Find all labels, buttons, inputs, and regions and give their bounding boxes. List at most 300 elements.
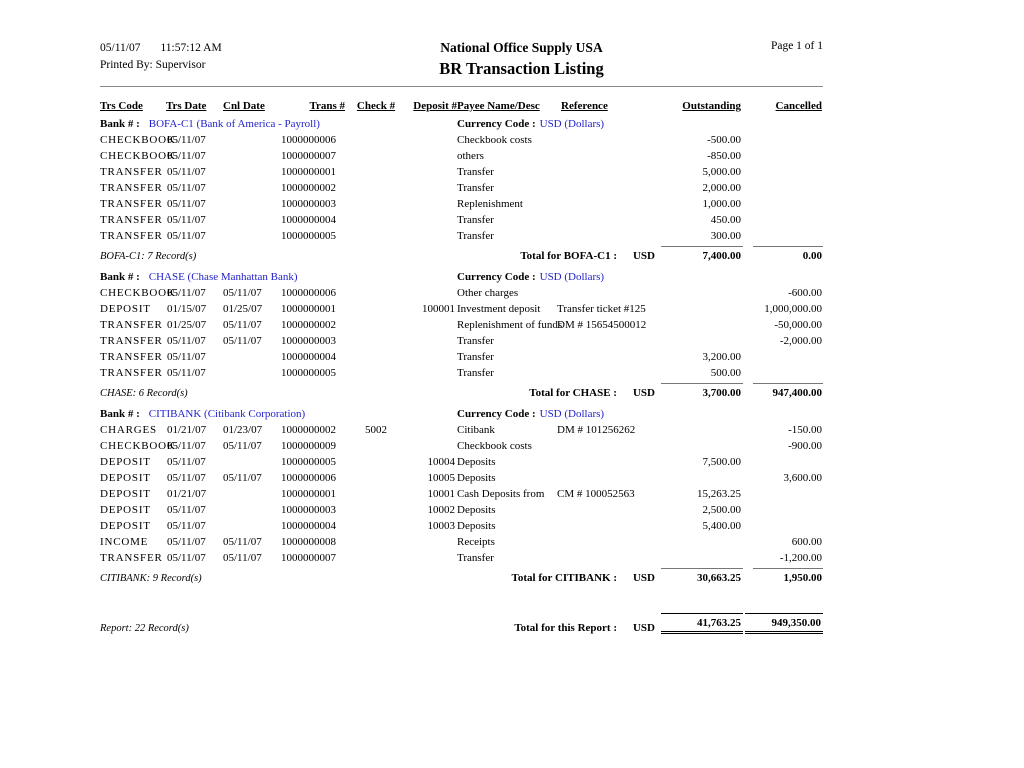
- report-outstanding-value: 41,763.25: [661, 613, 743, 634]
- cnl-date-cell: 05/11/07: [223, 536, 262, 548]
- check-number-cell: [345, 130, 407, 146]
- trs-code-cell: DEPOSIT: [100, 520, 151, 532]
- outstanding-cell: 2,000.00: [702, 182, 741, 194]
- trs-code-cell: CHARGES: [100, 424, 157, 436]
- cnl-date-cell: [223, 452, 279, 468]
- reference-cell: [557, 130, 659, 146]
- payee-cell: others: [457, 150, 484, 162]
- col-header-payee: Payee Name/Desc: [457, 100, 540, 112]
- check-number-cell: [345, 532, 407, 548]
- transaction-row: [100, 178, 823, 194]
- cancelled-cell: [743, 178, 823, 194]
- transaction-row: [100, 532, 823, 548]
- check-number-cell: [345, 468, 407, 484]
- deposit-number-cell: 10003: [427, 520, 455, 532]
- trs-date-cell: 05/11/07: [167, 214, 206, 226]
- reference-cell: [557, 468, 659, 484]
- bank-number-label: Bank # :: [100, 408, 140, 420]
- group-total-cancelled: [743, 564, 823, 587]
- bank-group-header: [100, 265, 823, 283]
- deposit-number-cell: [407, 226, 457, 242]
- cancelled-cell: -600.00: [788, 287, 822, 299]
- col-header-trs-code: Trs Code: [100, 100, 143, 112]
- outstanding-cell: 300.00: [710, 230, 741, 242]
- cnl-date-cell: [223, 146, 279, 162]
- check-number-cell: [345, 178, 407, 194]
- trs-date-cell: 05/11/07: [167, 440, 206, 452]
- outstanding-cell: 450.00: [710, 214, 741, 226]
- bank-name: CITIBANK (Citibank Corporation): [148, 408, 306, 420]
- payee-cell: Transfer: [457, 351, 494, 363]
- cancelled-cell: 1,000,000.00: [764, 303, 822, 315]
- bank-header-cell: [100, 265, 457, 283]
- cancelled-cell: -900.00: [788, 440, 822, 452]
- trs-date-cell: 05/11/07: [167, 150, 206, 162]
- col-header-trans-number: Trans #: [309, 100, 345, 112]
- outstanding-cell: 7,500.00: [702, 456, 741, 468]
- trs-date-cell: 05/11/07: [167, 552, 206, 564]
- cnl-date-cell: [223, 178, 279, 194]
- outstanding-cell: [659, 436, 743, 452]
- cnl-date-cell: 01/23/07: [223, 424, 263, 436]
- outstanding-cell: [659, 315, 743, 331]
- trs-code-cell: DEPOSIT: [100, 504, 151, 516]
- report-title: BR Transaction Listing: [439, 59, 604, 78]
- currency-header-cell: [457, 265, 659, 283]
- reference-cell: [557, 226, 659, 242]
- total-label-text: Total for CITIBANK :: [511, 572, 617, 584]
- transaction-row: [100, 420, 823, 436]
- trs-date-cell: 01/15/07: [167, 303, 207, 315]
- cnl-date-cell: 05/11/07: [223, 552, 262, 564]
- transaction-row: [100, 548, 823, 564]
- payee-cell: Transfer: [457, 367, 494, 379]
- trs-code-cell: TRANSFER: [100, 198, 163, 210]
- col-header-cancelled: Cancelled: [775, 100, 822, 112]
- transaction-row: [100, 363, 823, 379]
- check-number-cell: [345, 548, 407, 564]
- payee-cell: Other charges: [457, 287, 519, 299]
- cnl-date-cell: [223, 363, 279, 379]
- trs-code-cell: DEPOSIT: [100, 303, 151, 315]
- trs-date-cell: 05/11/07: [167, 182, 206, 194]
- trans-number-cell: 1000000001: [281, 166, 336, 178]
- cancelled-cell: [743, 146, 823, 162]
- page-number: Page 1 of 1: [770, 40, 823, 52]
- trans-number-cell: 1000000006: [281, 472, 336, 484]
- trans-number-cell: 1000000002: [281, 182, 336, 194]
- group-total-label: [345, 564, 659, 587]
- reference-cell: [557, 516, 659, 532]
- total-currency: USD: [632, 387, 655, 399]
- cnl-date-cell: 05/11/07: [223, 472, 262, 484]
- trs-date-cell: 05/11/07: [167, 520, 206, 532]
- group-record-count: CHASE: 6 Record(s): [100, 388, 188, 399]
- total-currency: USD: [632, 572, 655, 584]
- report-total-outstanding: [659, 609, 743, 637]
- reference-cell: DM # 101256262: [557, 424, 636, 436]
- cancelled-cell: [743, 130, 823, 146]
- cancelled-cell: [743, 516, 823, 532]
- total-currency: USD: [632, 250, 655, 262]
- payee-cell: Replenishment: [457, 198, 523, 210]
- outstanding-cell: [659, 548, 743, 564]
- check-number-cell: [345, 146, 407, 162]
- deposit-number-cell: [407, 178, 457, 194]
- reference-cell: [557, 210, 659, 226]
- cancelled-cell: -50,000.00: [774, 319, 822, 331]
- col-header-trs-date: Trs Date: [166, 100, 207, 112]
- cnl-date-cell: 05/11/07: [223, 287, 262, 299]
- currency-header-cell: [457, 402, 659, 420]
- trans-number-cell: 1000000004: [281, 351, 336, 363]
- printed-by: Printed By: Supervisor: [100, 59, 206, 71]
- cnl-date-cell: 01/25/07: [223, 303, 263, 315]
- deposit-number-cell: 10005: [427, 472, 455, 484]
- check-number-cell: [345, 299, 407, 315]
- trs-code-cell: TRANSFER: [100, 230, 163, 242]
- cancelled-cell: [743, 226, 823, 242]
- payee-cell: Checkbook costs: [457, 440, 532, 452]
- cnl-date-cell: 05/11/07: [223, 440, 262, 452]
- cancelled-cell: [743, 500, 823, 516]
- bank-header-cell: [100, 402, 457, 420]
- payee-cell: Transfer: [457, 182, 494, 194]
- trs-code-cell: TRANSFER: [100, 182, 163, 194]
- payee-cell: Investment deposit: [457, 303, 541, 315]
- total-label-text: Total for CHASE :: [529, 387, 617, 399]
- payee-cell: Transfer: [457, 552, 494, 564]
- transaction-row: [100, 468, 823, 484]
- report-total-label-text: Total for this Report :: [514, 622, 617, 634]
- trs-date-cell: 05/11/07: [167, 166, 206, 178]
- reference-cell: [557, 347, 659, 363]
- cancelled-cell: [743, 484, 823, 500]
- total-cancelled-value: 1,950.00: [753, 568, 823, 584]
- trs-code-cell: INCOME: [100, 536, 149, 548]
- reference-cell: [557, 146, 659, 162]
- transaction-row: [100, 436, 823, 452]
- deposit-number-cell: [407, 420, 457, 436]
- cancelled-cell: [743, 194, 823, 210]
- bank-number-label: Bank # :: [100, 118, 140, 130]
- trs-date-cell: 05/11/07: [167, 504, 206, 516]
- payee-cell: Deposits: [457, 520, 496, 532]
- trs-date-cell: 01/21/07: [167, 424, 207, 436]
- cancelled-cell: -1,200.00: [779, 552, 822, 564]
- payee-cell: Deposits: [457, 456, 496, 468]
- col-header-cnl-date: Cnl Date: [223, 100, 265, 112]
- deposit-number-cell: [407, 331, 457, 347]
- bank-name: BOFA-C1 (Bank of America - Payroll): [148, 118, 320, 130]
- trans-number-cell: 1000000007: [281, 150, 336, 162]
- check-number-cell: [345, 484, 407, 500]
- payee-cell: Replenishment of funds: [457, 319, 563, 331]
- deposit-number-cell: [407, 532, 457, 548]
- reference-cell: [557, 331, 659, 347]
- report-total-row: [100, 609, 823, 637]
- deposit-number-cell: [407, 194, 457, 210]
- report-table-body: [100, 112, 823, 637]
- trans-number-cell: 1000000007: [281, 552, 336, 564]
- reference-cell: [557, 436, 659, 452]
- check-number-cell: 5002: [365, 424, 387, 436]
- check-number-cell: [345, 210, 407, 226]
- currency-value: USD (Dollars): [539, 408, 605, 420]
- cancelled-cell: 3,600.00: [783, 472, 822, 484]
- trs-code-cell: DEPOSIT: [100, 472, 151, 484]
- check-number-cell: [345, 283, 407, 299]
- outstanding-cell: -850.00: [707, 150, 741, 162]
- deposit-number-cell: [407, 130, 457, 146]
- col-header-deposit-number: Deposit #: [413, 100, 457, 112]
- cancelled-cell: 600.00: [791, 536, 822, 548]
- check-number-cell: [345, 226, 407, 242]
- currency-code-label: Currency Code :: [457, 118, 536, 130]
- print-time: 11:57:12 AM: [160, 42, 222, 54]
- payee-cell: Transfer: [457, 214, 494, 226]
- trans-number-cell: 1000000002: [281, 319, 336, 331]
- trans-number-cell: 1000000009: [281, 440, 336, 452]
- payee-cell: Checkbook costs: [457, 134, 532, 146]
- report-header: [100, 40, 823, 79]
- cancelled-cell: [743, 210, 823, 226]
- trans-number-cell: 1000000001: [281, 303, 336, 315]
- currency-code-label: Currency Code :: [457, 271, 536, 283]
- trs-date-cell: 05/11/07: [167, 230, 206, 242]
- trs-code-cell: TRANSFER: [100, 335, 163, 347]
- deposit-number-cell: [407, 436, 457, 452]
- check-number-cell: [345, 315, 407, 331]
- cnl-date-cell: [223, 500, 279, 516]
- check-number-cell: [345, 194, 407, 210]
- payee-cell: Transfer: [457, 335, 494, 347]
- group-total-outstanding: [659, 379, 743, 402]
- total-cancelled-value: 947,400.00: [753, 383, 823, 399]
- outstanding-cell: 3,200.00: [702, 351, 741, 363]
- transaction-table: [100, 96, 823, 637]
- deposit-number-cell: 10002: [427, 504, 455, 516]
- trs-code-cell: CHECKBOOK: [100, 287, 176, 299]
- group-total-outstanding: [659, 242, 743, 265]
- column-header-row: [100, 96, 823, 112]
- group-record-count: CITIBANK: 9 Record(s): [100, 573, 202, 584]
- trs-date-cell: 01/21/07: [167, 488, 207, 500]
- group-record-count: BOFA-C1: 7 Record(s): [100, 251, 197, 262]
- header-left: [100, 40, 350, 74]
- group-total-outstanding: [659, 564, 743, 587]
- check-number-cell: [345, 436, 407, 452]
- currency-header-cell: [457, 112, 659, 130]
- outstanding-cell: 2,500.00: [702, 504, 741, 516]
- outstanding-cell: [659, 532, 743, 548]
- reference-cell: [557, 162, 659, 178]
- trs-date-cell: 05/11/07: [167, 472, 206, 484]
- trans-number-cell: 1000000003: [281, 335, 336, 347]
- trs-date-cell: 05/11/07: [167, 198, 206, 210]
- payee-cell: Deposits: [457, 504, 496, 516]
- transaction-row: [100, 315, 823, 331]
- currency-value: USD (Dollars): [539, 271, 605, 283]
- trs-code-cell: CHECKBOOK: [100, 150, 176, 162]
- cnl-date-cell: 05/11/07: [223, 335, 262, 347]
- transaction-row: [100, 226, 823, 242]
- deposit-number-cell: [407, 315, 457, 331]
- report-cancelled-value: 949,350.00: [745, 613, 823, 634]
- cnl-date-cell: [223, 516, 279, 532]
- deposit-number-cell: 10001: [427, 488, 455, 500]
- outstanding-cell: 5,400.00: [702, 520, 741, 532]
- trans-number-cell: 1000000001: [281, 488, 336, 500]
- outstanding-cell: 500.00: [710, 367, 741, 379]
- report-total-currency: USD: [632, 622, 655, 634]
- bank-header-cell: [100, 112, 457, 130]
- trans-number-cell: 1000000006: [281, 287, 336, 299]
- check-number-cell: [345, 500, 407, 516]
- payee-cell: Transfer: [457, 230, 494, 242]
- payee-cell: Receipts: [457, 536, 495, 548]
- transaction-row: [100, 162, 823, 178]
- cnl-date-cell: [223, 347, 279, 363]
- report-page: [100, 40, 823, 637]
- print-date: 05/11/07: [100, 42, 141, 54]
- cnl-date-cell: [223, 226, 279, 242]
- header-rule: [100, 86, 823, 87]
- group-total-label: [345, 379, 659, 402]
- trs-code-cell: DEPOSIT: [100, 488, 151, 500]
- trans-number-cell: 1000000006: [281, 134, 336, 146]
- cnl-date-cell: [223, 484, 279, 500]
- trans-number-cell: 1000000005: [281, 456, 336, 468]
- bank-group-header: [100, 112, 823, 130]
- group-total-label: [345, 242, 659, 265]
- reference-cell: [557, 452, 659, 468]
- spacer-row: [100, 587, 823, 609]
- trans-number-cell: 1000000005: [281, 367, 336, 379]
- trs-code-cell: CHECKBOOK: [100, 134, 176, 146]
- payee-cell: Cash Deposits from: [457, 488, 545, 500]
- group-total-row: [100, 564, 823, 587]
- trans-number-cell: 1000000003: [281, 504, 336, 516]
- check-number-cell: [345, 452, 407, 468]
- total-outstanding-value: 3,700.00: [661, 383, 743, 399]
- col-header-outstanding: Outstanding: [682, 100, 741, 112]
- outstanding-cell: [659, 420, 743, 436]
- check-number-cell: [345, 162, 407, 178]
- reference-cell: [557, 500, 659, 516]
- outstanding-cell: 15,263.25: [697, 488, 741, 500]
- print-datetime: [100, 40, 350, 57]
- report-total-cancelled: [743, 609, 823, 637]
- cnl-date-cell: [223, 130, 279, 146]
- cnl-date-cell: 05/11/07: [223, 319, 262, 331]
- reference-cell: CM # 100052563: [557, 488, 635, 500]
- outstanding-cell: -500.00: [707, 134, 741, 146]
- report-total-label: [345, 609, 659, 637]
- outstanding-cell: [659, 331, 743, 347]
- trans-number-cell: 1000000005: [281, 230, 336, 242]
- cancelled-cell: -2,000.00: [779, 335, 822, 347]
- check-number-cell: [345, 331, 407, 347]
- deposit-number-cell: [407, 210, 457, 226]
- transaction-row: [100, 299, 823, 315]
- cnl-date-cell: [223, 194, 279, 210]
- payee-cell: Citibank: [457, 424, 495, 436]
- group-total-cancelled: [743, 379, 823, 402]
- reference-cell: [557, 363, 659, 379]
- transaction-row: [100, 283, 823, 299]
- cancelled-cell: [743, 452, 823, 468]
- col-header-check-number: Check #: [356, 100, 396, 112]
- group-total-row: [100, 379, 823, 402]
- cnl-date-cell: [223, 210, 279, 226]
- cancelled-cell: [743, 162, 823, 178]
- transaction-row: [100, 210, 823, 226]
- transaction-row: [100, 146, 823, 162]
- cancelled-cell: -150.00: [788, 424, 822, 436]
- outstanding-cell: [659, 468, 743, 484]
- trans-number-cell: 1000000003: [281, 198, 336, 210]
- trs-date-cell: 05/11/07: [167, 287, 206, 299]
- bank-group-header: [100, 402, 823, 420]
- trs-date-cell: 05/11/07: [167, 134, 206, 146]
- header-center: [350, 40, 693, 79]
- trs-code-cell: CHECKBOOK: [100, 440, 176, 452]
- trans-number-cell: 1000000002: [281, 424, 336, 436]
- trs-code-cell: TRANSFER: [100, 351, 163, 363]
- cancelled-cell: [743, 363, 823, 379]
- transaction-row: [100, 331, 823, 347]
- currency-value: USD (Dollars): [539, 118, 605, 130]
- trs-date-cell: 05/11/07: [167, 367, 206, 379]
- trs-date-cell: 05/11/07: [167, 456, 206, 468]
- currency-code-label: Currency Code :: [457, 408, 536, 420]
- trs-date-cell: 01/25/07: [167, 319, 207, 331]
- deposit-number-cell: 100001: [422, 303, 455, 315]
- deposit-number-cell: [407, 347, 457, 363]
- trs-code-cell: DEPOSIT: [100, 456, 151, 468]
- transaction-row: [100, 516, 823, 532]
- reference-cell: [557, 194, 659, 210]
- deposit-number-cell: [407, 146, 457, 162]
- trs-code-cell: TRANSFER: [100, 552, 163, 564]
- trans-number-cell: 1000000004: [281, 214, 336, 226]
- total-outstanding-value: 30,663.25: [661, 568, 743, 584]
- outstanding-cell: 5,000.00: [702, 166, 741, 178]
- trs-code-cell: TRANSFER: [100, 166, 163, 178]
- reference-cell: DM # 15654500012: [557, 319, 647, 331]
- group-total-cancelled: [743, 242, 823, 265]
- deposit-number-cell: [407, 283, 457, 299]
- payee-cell: Deposits: [457, 472, 496, 484]
- company-name: National Office Supply USA: [440, 40, 603, 55]
- deposit-number-cell: [407, 363, 457, 379]
- outstanding-cell: 1,000.00: [702, 198, 741, 210]
- trs-code-cell: TRANSFER: [100, 214, 163, 226]
- cancelled-cell: [743, 347, 823, 363]
- outstanding-cell: [659, 283, 743, 299]
- transaction-row: [100, 194, 823, 210]
- bank-name: CHASE (Chase Manhattan Bank): [148, 271, 298, 283]
- reference-cell: [557, 532, 659, 548]
- trs-code-cell: TRANSFER: [100, 367, 163, 379]
- trans-number-cell: 1000000008: [281, 536, 336, 548]
- group-total-row: [100, 242, 823, 265]
- check-number-cell: [345, 363, 407, 379]
- transaction-row: [100, 484, 823, 500]
- reference-cell: Transfer ticket #125: [557, 303, 646, 315]
- total-label-text: Total for BOFA-C1 :: [520, 250, 617, 262]
